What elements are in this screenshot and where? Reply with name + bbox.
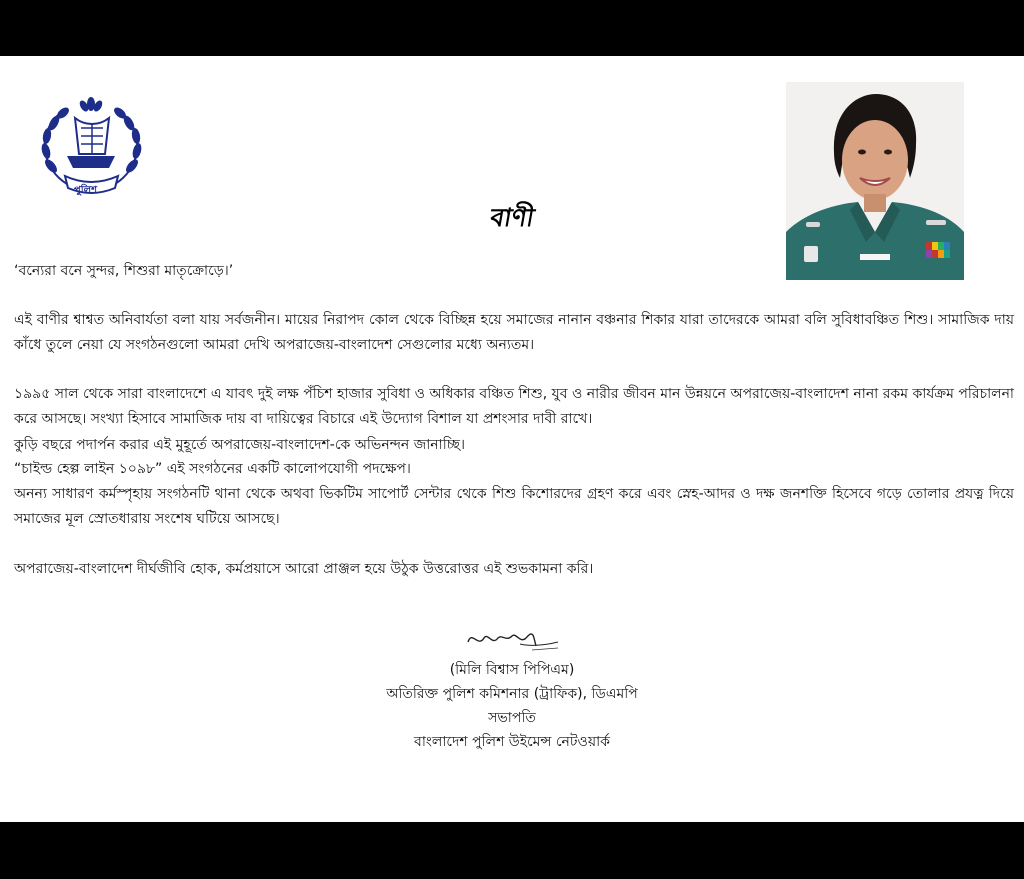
closing-paragraph: অপরাজেয়-বাংলাদেশ দীর্ঘজীবি হোক, কর্মপ্রয়াসে আরো প্রাঞ্জল হয়ে উঠুক উত্তরোত্তর এই শুভকামনা করি।	[14, 561, 594, 577]
handwritten-signature	[462, 624, 562, 652]
top-black-bar	[0, 0, 1024, 56]
logo-text: পুলিশ	[74, 185, 98, 196]
paragraph-3: কুড়ি বছরে পদার্পন করার এই মুহূর্তে অপরাজেয়-বাংলাদেশ-কে অভিনন্দন জানাচ্ছি।	[14, 437, 465, 453]
signatory-name: (মিলি বিশ্বাস পিপিএম)	[449, 662, 575, 678]
signatory-designation: অতিরিক্ত পুলিশ কমিশনার (ট্রাফিক), ডিএমপি	[386, 686, 638, 702]
signatory-block	[300, 658, 724, 754]
signatory-organization: বাংলাদেশ পুলিশ উইমেন্স নেটওয়ার্ক	[414, 734, 610, 750]
opening-quote: ‘বন্যেরা বনে সুন্দর, শিশুরা মাতৃক্রোড়ে।’	[14, 263, 234, 279]
page-title: বাণী	[488, 203, 537, 232]
paragraph-2: ১৯৯৫ সাল থেকে সারা বাংলাদেশে এ যাবৎ দুই লক্ষ পঁচিশ হাজার সুবিধা ও অধিকার বঞ্চিত শিশু, যুব ও নারীর জীবন মান উন্নয়নে অপরাজেয়-বাংলাদেশ নানা রকম কার্যক্রম পরিচালনা করে আসছে। সংখ্যা হিসাবে সামাজিক দায় বা দায়িত্বের বিচারে এই উদ্যোগ বিশাল যা প্রশংসার দাবী রাখে।	[14, 386, 1014, 427]
message-page	[0, 56, 1024, 822]
paragraph-4: “চাইল্ড হেল্প লাইন ১০৯৮” এই সংগঠনের একটি কালোপযোগী পদক্ষেপ।	[14, 461, 411, 477]
signatory-role: সভাপতি	[488, 710, 536, 726]
paragraph-1: এই বাণীর শ্বাশ্বত অনিবার্যতা বলা যায় সর্বজনীন। মায়ের নিরাপদ কোল থেকে বিচ্ছিন্ন হয়ে সমাজের নানান বঞ্চনার শিকার যারা তাদেরকে আমরা বলি সুবিধাবঞ্চিত শিশু। সামাজিক দায় কাঁধে তুলে নেয়া যে সংগঠনগুলো আমরা দেখি অপরাজেয়-বাংলাদেশ সেগুলোর মধ্যে অন্যতম।	[14, 312, 1014, 353]
bottom-black-bar	[0, 822, 1024, 879]
paragraph-5: অনন্য সাধারণ কর্মস্পৃহায় সংগঠনটি থানা থেকে অথবা ভিকটিম সাপোর্ট সেন্টার থেকে শিশু কিশোরদের গ্রহণ করে এবং স্নেহ-আদর ও দক্ষ জনশক্তি হিসেবে গড়ে তোলার প্রযত্ন দিয়ে সমাজের মূল স্রোতধারায় সংশেষ ঘটিয়ে আসছে।	[14, 486, 1014, 527]
portrait-photo	[786, 82, 964, 280]
